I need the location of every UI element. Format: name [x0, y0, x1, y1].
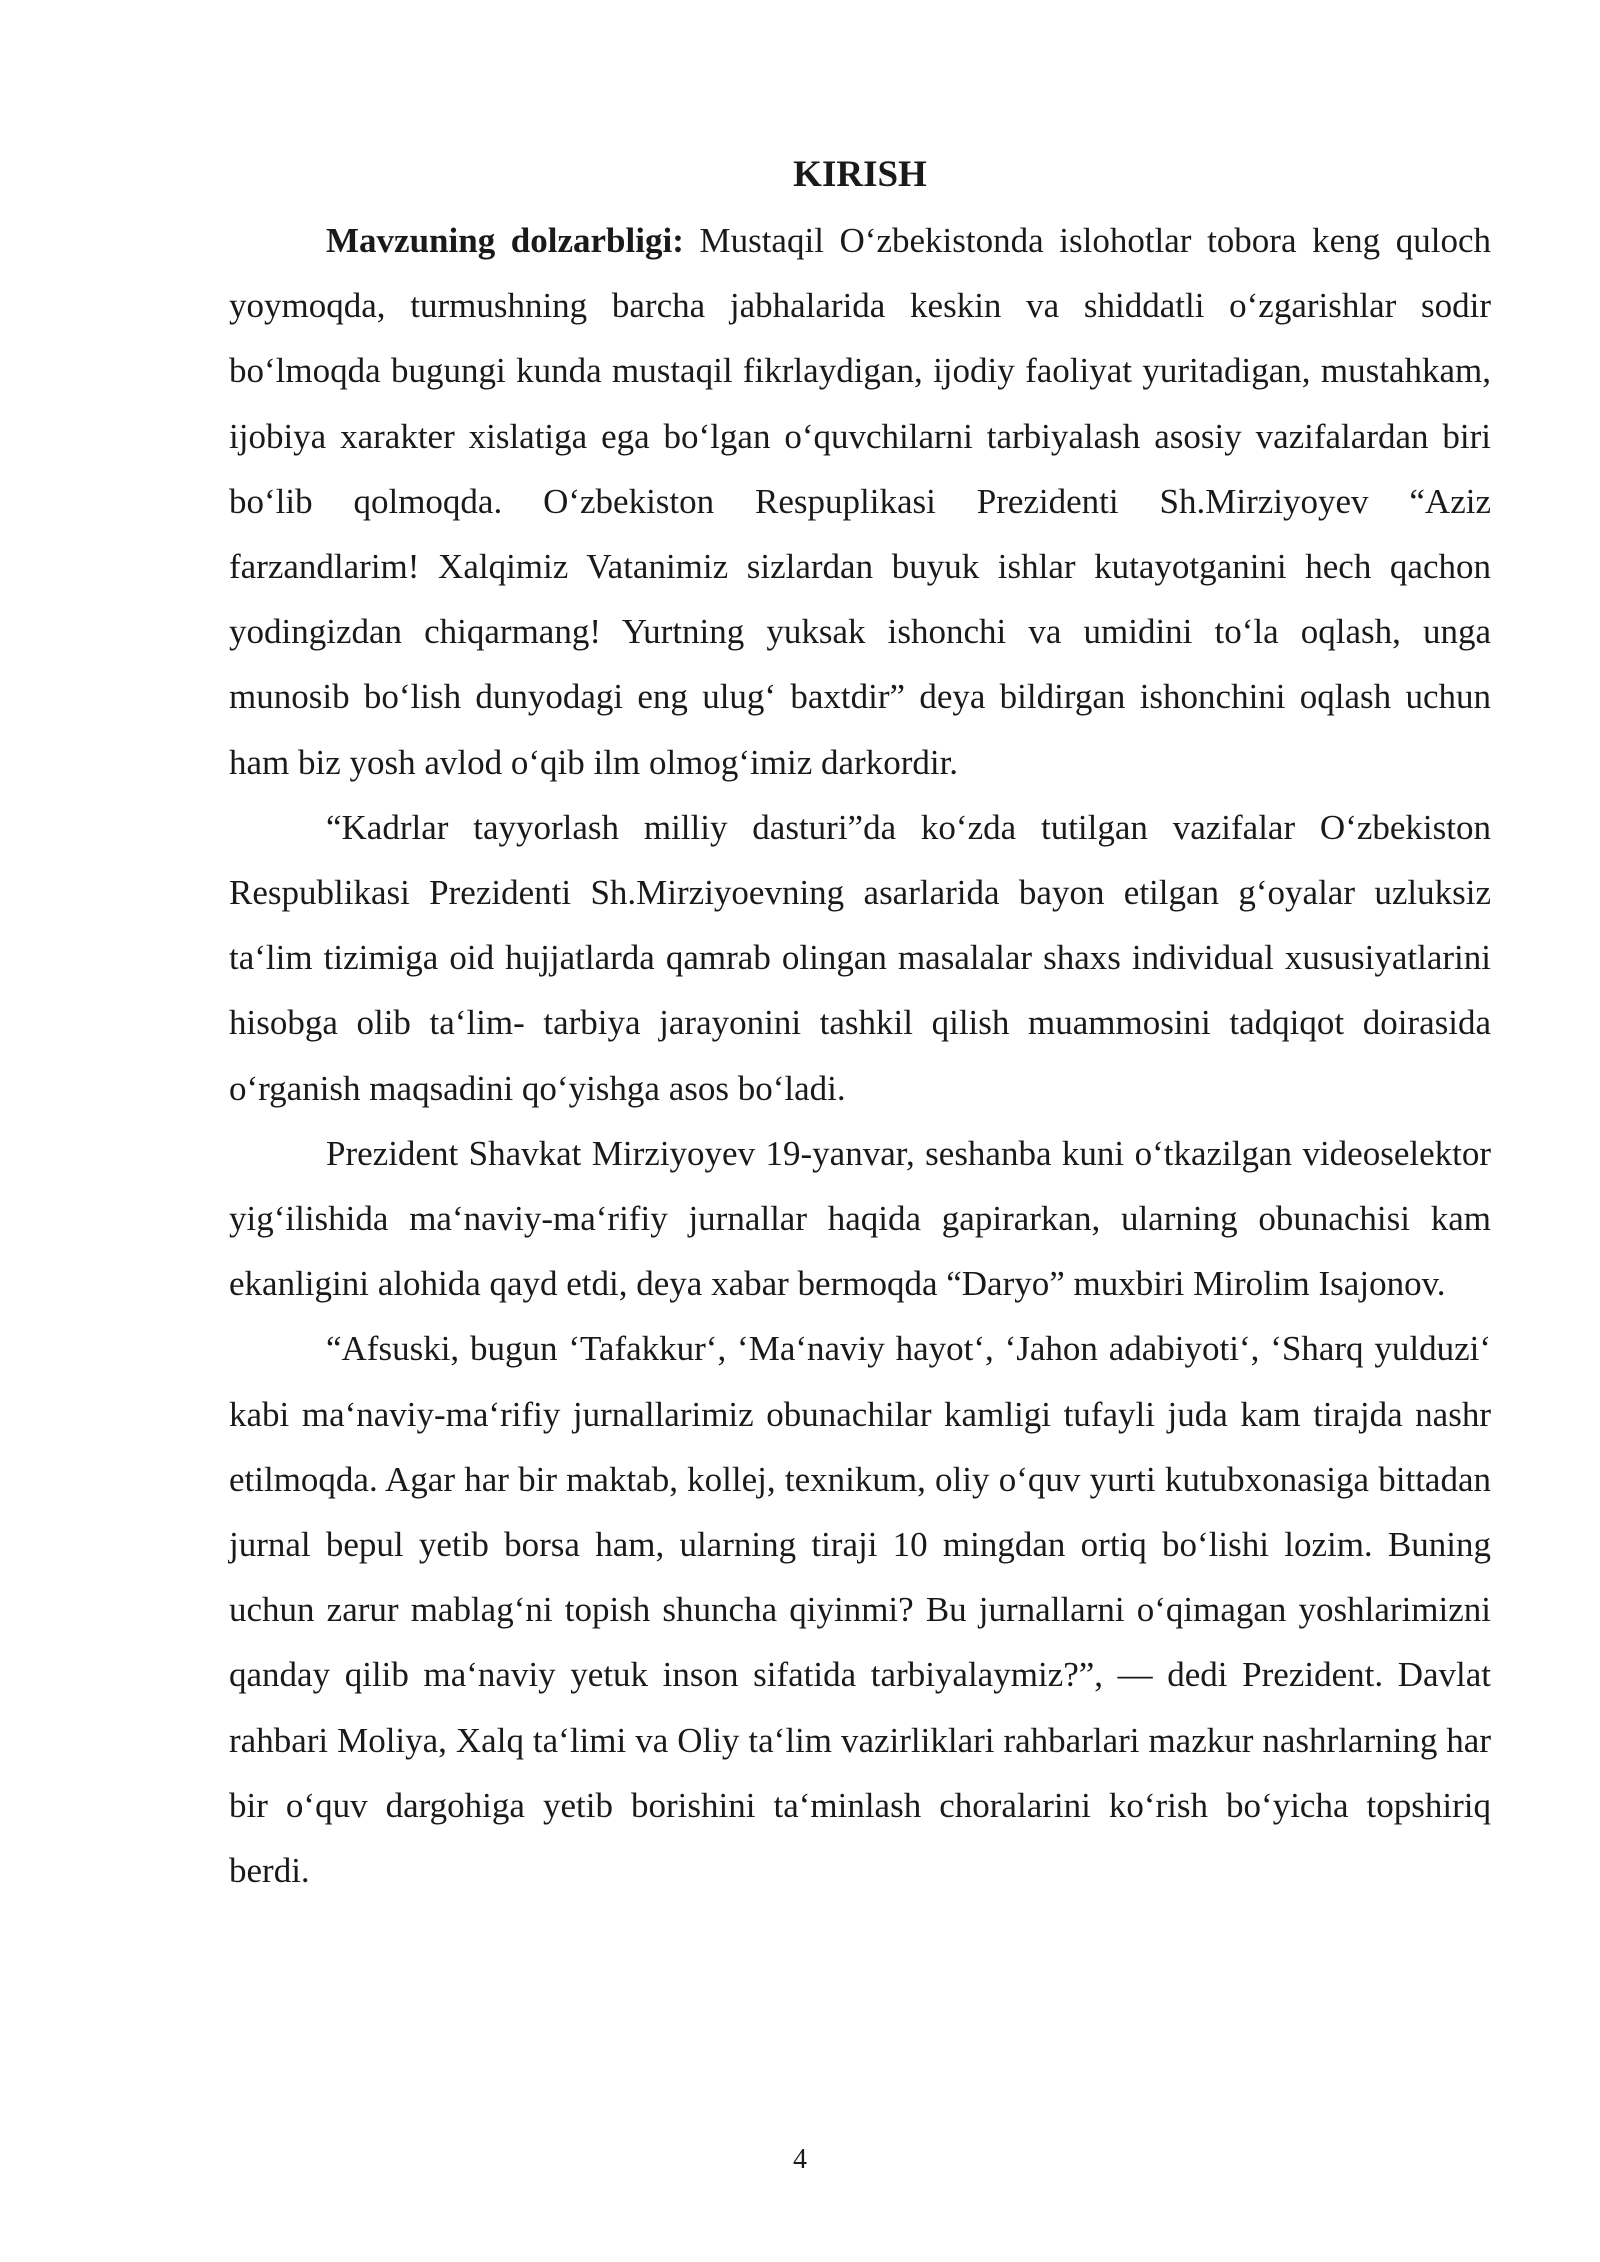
paragraph-lead: Mavzuning dolzarbligi:	[326, 221, 684, 260]
section-heading: KIRISH	[793, 154, 927, 195]
paragraph-cadre-program: “Kadrlar tayyorlash milliy dasturi”da ko‘zda tutilgan vazifalar O‘zbekiston Respublikasi Prezidenti Sh.Mirziyoevning asarlarida bayon etilgan g‘oyalar uzluksiz ta‘lim tizimiga oid hujjatlarda qamrab olingan masalalar shaxs individual xususiyatlarini hisobga olib ta‘lim- tarbiya jarayonini tashkil qilish muammosini tadqiqot doirasida o‘rganish maqsadini qo‘yishga asos bo‘ladi.	[229, 807, 1491, 1108]
paragraph-relevance	[229, 208, 1491, 795]
paragraph-president-quote: “Afsuski, bugun ‘Tafakkur‘, ‘Ma‘naviy hayot‘, ‘Jahon adabiyoti‘, ‘Sharq yulduzi‘ kabi ma‘naviy-ma‘rifiy jurnallarimiz obunachilar kamligi tufayli juda kam tirajda nashr etilmoqda. Agar har bir maktab, kollej, texnikum, oliy o‘quv yurti kutubxonasiga bittadan jurnal bepul yetib borsa ham, ularning tiraji 10 mingdan ortiq bo‘lishi lozim. Buning uchun zarur mablag‘ni topish shuncha qiyinmi? Bu jurnallarni o‘qimagan yoshlarimizni qanday qilib ma‘naviy yetuk inson sifatida tarbiyalaymiz?”, — dedi Prezident. Davlat rahbari Moliya, Xalq ta‘limi va Oliy ta‘lim vazirliklari rahbarlari mazkur nashrlarning har bir o‘quv dargohiga yetib borishini ta‘minlash choralarini ko‘rish bo‘yicha topshiriq berdi.	[229, 1329, 1491, 1891]
document-page	[229, 150, 1491, 1903]
page-number: 4	[793, 2144, 807, 2175]
paragraph-president-meeting: Prezident Shavkat Mirziyoyev 19-yanvar, seshanba kuni o‘tkazilgan videoselektor yig‘ilishida ma‘naviy-ma‘rifiy jurnallar haqida gapirarkan, ularning obunachisi kam ekanligini alohida qayd etdi, deya xabar bermoqda “Daryo” muxbiri Mirolim Isajonov.	[229, 1133, 1491, 1304]
paragraph-text: Mustaqil O‘zbekistonda islohotlar tobora keng quloch yoymoqda, turmushning barcha jabhalarida keskin va shiddatli o‘zgarishlar sodir bo‘lmoqda bugungi kunda mustaqil fikrlaydigan, ijodiy faoliyat yuritadigan, mustahkam, ijobiya xarakter xislatiga ega bo‘lgan o‘quvchilarni tarbiyalash asosiy vazifalardan biri bo‘lib qolmoqda. O‘zbekiston Respuplikasi Prezidenti Sh.Mirziyoyev “Aziz farzandlarim! Xalqimiz Vatanimiz sizlardan buyuk ishlar kutayotganini hech qachon yodingizdan chiqarmang! Yurtning yuksak ishonchi va umidini to‘la oqlash, unga munosib bo‘lish dunyodagi eng ulug‘ baxtdir” deya bildirgan ishonchini oqlash uchun ham biz yosh avlod o‘qib ilm olmog‘imiz darkordir.	[229, 221, 1491, 782]
